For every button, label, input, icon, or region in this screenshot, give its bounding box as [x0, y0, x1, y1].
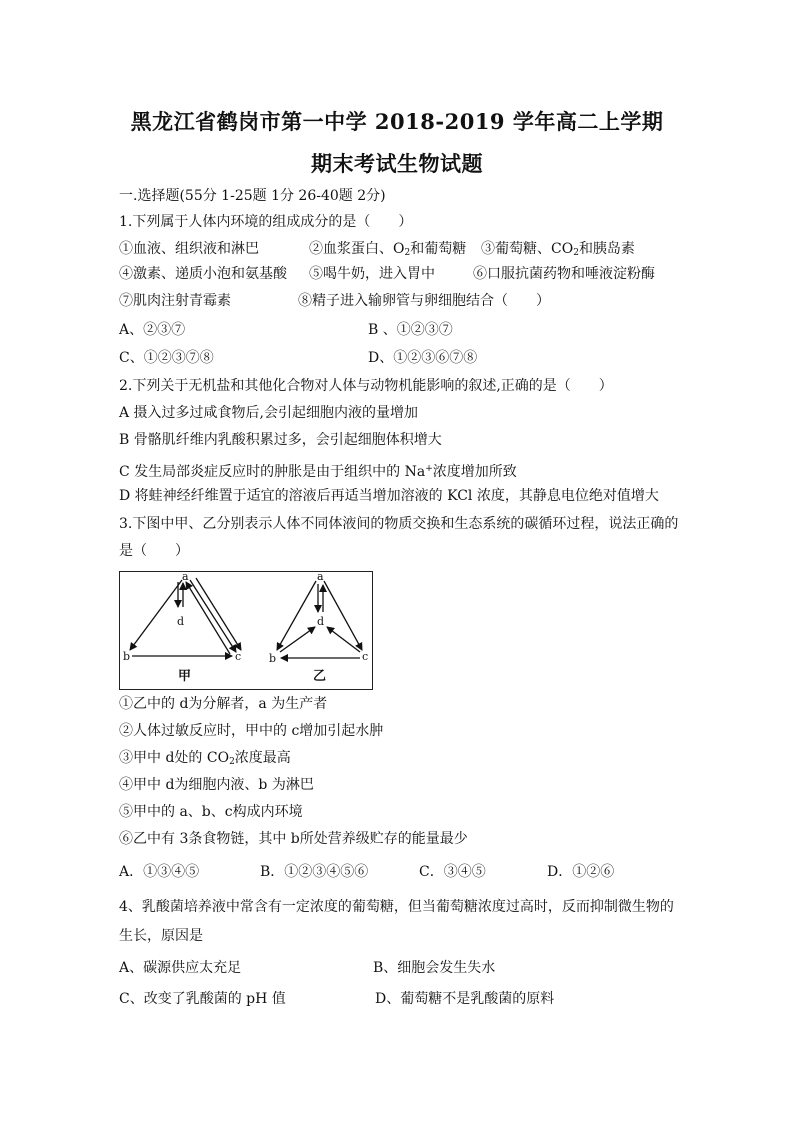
q2-option-d[interactable]: D 将蛙神经纤维置于适宜的溶液后再适当增加溶液的 KCl 浓度，其静息电位绝对值增大 — [119, 488, 659, 504]
q4-stem-line1: 4、乳酸菌培养液中常含有一定浓度的葡萄糖，但当葡萄糖浓度过高时，反而抑制微生物的 — [119, 899, 674, 915]
yi-label-b: b — [269, 652, 277, 665]
q2-option-a[interactable]: A 摄入过多过咸食物后,会引起细胞内液的量增加 — [119, 405, 419, 421]
q3-statement-3 — [119, 748, 291, 772]
q4-option-a[interactable]: A、碳源供应太充足 — [119, 960, 242, 976]
q4-option-c[interactable]: C、改变了乳酸菌的 pH 值 — [119, 991, 286, 1007]
document-title-line1: 黑龙江省鹤岗市第一中学 2018-2019 学年高二上学期 — [130, 109, 664, 134]
q3-statement-2: ②人体过敏反应时，甲中的 c增加引起水肿 — [119, 723, 384, 739]
q1-item-2-a: ②血浆蛋白、O — [309, 241, 405, 257]
q2-option-c-b: 浓度增加所致 — [432, 464, 517, 480]
q3-statement-3-b: 浓度最高 — [234, 750, 291, 766]
q1-option-b[interactable]: B 、①②③⑦ — [368, 322, 453, 338]
diagram-jia — [130, 578, 241, 656]
q3-diagram — [119, 571, 373, 690]
q1-option-a[interactable]: A、②③⑦ — [119, 322, 186, 338]
q3-statement-1: ①乙中的 d为分解者，a 为生产者 — [119, 696, 328, 712]
q3-option-b[interactable]: B．①②③④⑤⑥ — [260, 864, 369, 880]
yi-label-c: c — [362, 650, 369, 663]
q3-statement-5: ⑤甲中的 a、b、c构成内环境 — [119, 804, 303, 820]
jia-label-a: a — [182, 572, 189, 583]
q1-item-2-sub: 2 — [404, 248, 411, 258]
q3-stem-line2: 是（ ） — [119, 543, 189, 559]
q1-item-7: ⑦肌肉注射青霉素 — [119, 293, 231, 309]
q4-stem-line2: 生长，原因是 — [119, 928, 203, 944]
section-heading: 一.选择题(55分 1-25题 1分 26-40题 2分) — [119, 188, 386, 204]
q3-option-a[interactable]: A．①③④⑤ — [119, 864, 200, 880]
q3-statement-3-a: ③甲中 d处的 CO — [119, 750, 230, 766]
q2-option-c-sup: + — [425, 464, 433, 474]
q3-option-c[interactable]: C．③④⑤ — [419, 864, 486, 880]
q1-item-3-sub: 2 — [573, 248, 579, 258]
q1-option-c[interactable]: C、①②③⑦⑧ — [119, 350, 214, 366]
q1-item-5: ⑤喝牛奶，进入胃中 — [309, 266, 435, 282]
q1-item-2-b: 和葡萄糖 — [410, 241, 467, 257]
jia-label-c: c — [235, 650, 242, 663]
q3-stem-line1: 3.下图中甲、乙分别表示人体不同体液间的物质交换和生态系统的碳循环过程，说法正确的 — [119, 516, 679, 532]
q1-stem: 1.下列属于人体内环境的组成成分的是（ ） — [119, 214, 413, 230]
q2-option-c-a: C 发生局部炎症反应时的肿胀是由于组织中的 Na — [119, 464, 426, 480]
q3-option-d[interactable]: D．①②⑥ — [547, 864, 615, 880]
q1-item-8: ⑧精子进入输卵管与卵细胞结合（ ） — [298, 293, 550, 309]
q1-item-3-b: 和胰岛素 — [578, 241, 635, 257]
q1-item-3-a: ③葡萄糖、CO — [481, 241, 574, 257]
document-title-line2: 期末考试生物试题 — [311, 151, 483, 176]
q1-item-3 — [481, 239, 635, 263]
jia-label-d: d — [177, 615, 185, 628]
q2-option-b[interactable]: B 骨骼肌纤维内乳酸积累过多，会引起细胞体积增大 — [119, 432, 442, 448]
q1-item-2 — [309, 239, 466, 263]
q1-item-1: ①血液、组织液和淋巴 — [119, 241, 259, 257]
q3-statement-3-sub: 2 — [229, 757, 235, 767]
q1-item-6: ⑥口服抗菌药物和唾液淀粉酶 — [473, 266, 655, 282]
q3-statement-4: ④甲中 d为细胞内液、b 为淋巴 — [119, 777, 314, 793]
q2-stem: 2.下列关于无机盐和其他化合物对人体与动物机能影响的叙述,正确的是（ ） — [119, 378, 613, 394]
jia-label-b: b — [123, 650, 131, 663]
jia-caption: 甲 — [178, 669, 192, 684]
q1-option-d[interactable]: D、①②③⑥⑦⑧ — [368, 350, 478, 366]
yi-label-a: a — [317, 572, 324, 583]
yi-label-d: d — [317, 615, 325, 628]
q4-option-b[interactable]: B、细胞会发生失水 — [373, 960, 496, 976]
yi-caption: 乙 — [313, 669, 327, 684]
q3-statement-6: ⑥乙中有 3条食物链，其中 b所处营养级贮存的能量最少 — [119, 831, 468, 847]
q2-option-c[interactable] — [119, 459, 517, 482]
q1-item-4: ④激素、递质小泡和氨基酸 — [119, 266, 287, 282]
q4-option-d[interactable]: D、葡萄糖不是乳酸菌的原料 — [375, 991, 555, 1007]
